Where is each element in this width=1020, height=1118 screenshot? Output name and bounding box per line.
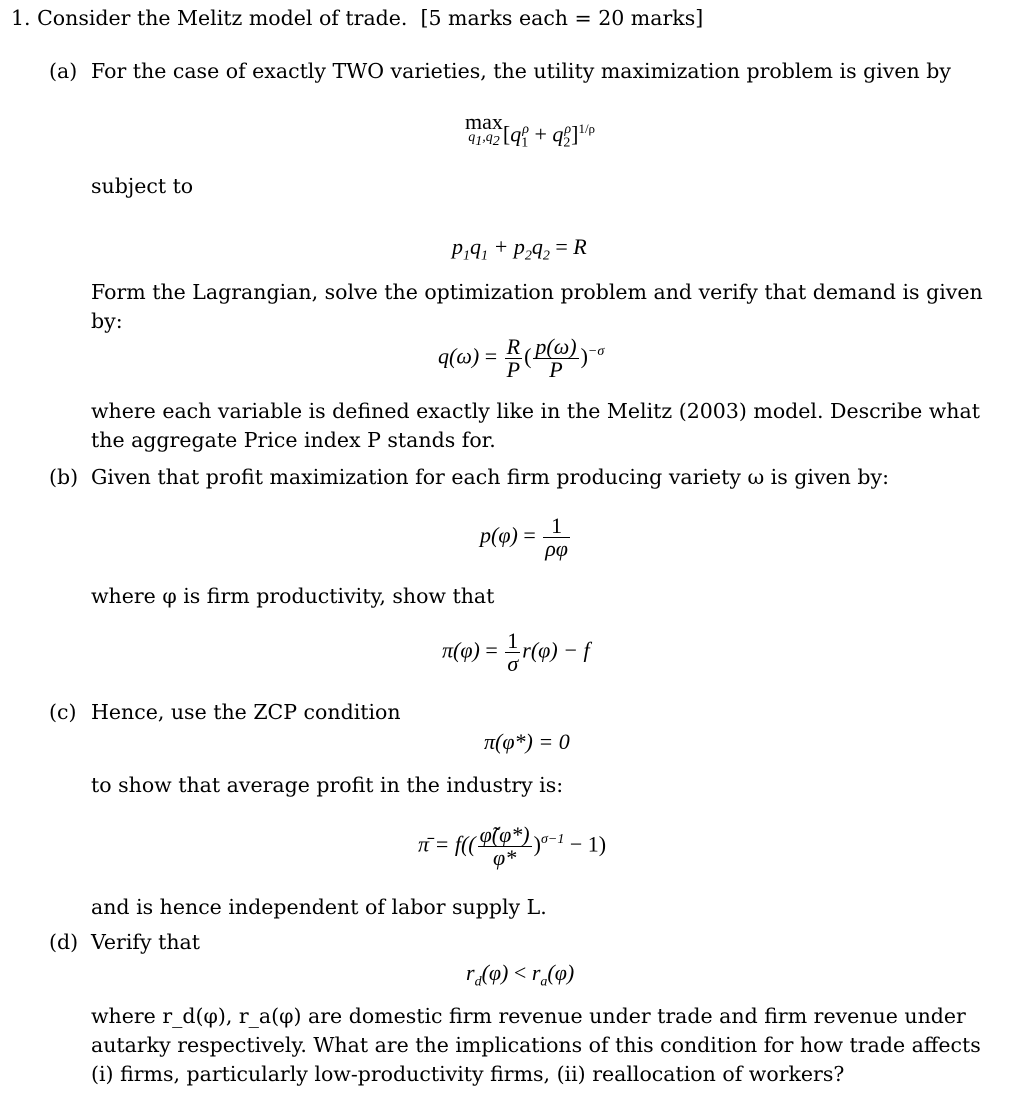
- independence-text: and is hence independent of labor supply L.: [91, 895, 547, 919]
- profit-equation: π(φ) = $\frac{1}{\sigma}$ r(φ) − f: [442, 628, 590, 676]
- price-equation: p(φ) = $\frac{1}{\rho\varphi}$: [480, 513, 568, 561]
- demand-equation: q(ω) = $\frac{R}{P}$ ( $\frac{p(\omega)}{P}$ )$^{-\sigma}$: [438, 334, 605, 382]
- question-header: [11, 4, 703, 33]
- subject-to: subject to: [91, 174, 194, 198]
- utility-max-equation: max $q_1,q_2$ $[q_1^\rho + q_2^\rho]^{1/\rho}$: [465, 109, 596, 151]
- part-c-label: (c): [49, 700, 77, 724]
- avg-profit-equation: π̄ = f(( $\frac{\varphĩ(\varphi*)}{\varphi*}$ )$^{\sigma-1}$ − 1): [418, 822, 607, 870]
- question-intro: Consider the Melitz model of trade.: [37, 6, 408, 30]
- part-c-text: Hence, use the ZCP condition: [91, 700, 401, 724]
- avg-profit-text: to show that average profit in the industry is:: [91, 773, 564, 797]
- part-a-label: (a): [49, 59, 78, 83]
- part-b-text: Given that profit maximization for each firm producing variety ω is given by:: [91, 465, 889, 489]
- max-subscript: $q_1,q_2$: [468, 130, 500, 149]
- max-operator: max: [465, 109, 503, 134]
- lagrangian-text: Form the Lagrangian, solve the optimization problem and verify that demand is given by:: [91, 280, 983, 333]
- revenue-text: where r_d(φ), r_a(φ) are domestic firm revenue under trade and firm revenue under autarky respectively. What are the implications of this condition for how trade affects (i) firms, particularly low-productivity firms, (ii) reallocation of workers?: [91, 1004, 981, 1086]
- question-number: 1.: [11, 6, 31, 30]
- revenue-inequality: $r_d(\varphi) < r_a(\varphi)$: [466, 960, 575, 990]
- definition-text: where each variable is defined exactly like in the Melitz (2003) model. Describe what the aggregate Price index P stands for.: [91, 399, 980, 452]
- part-d-text: Verify that: [91, 930, 200, 954]
- part-d-label: (d): [49, 930, 79, 954]
- zcp-equation: π(φ*) = 0: [484, 729, 570, 754]
- part-a-text: For the case of exactly TWO varieties, the utility maximization problem is given by: [91, 59, 951, 83]
- productivity-text: where φ is firm productivity, show that: [91, 584, 495, 608]
- question-marks: [5 marks each = 20 marks]: [420, 6, 704, 30]
- budget-constraint: $p_1q_1 + p_2q_2 = R$: [452, 234, 587, 264]
- part-b-label: (b): [49, 465, 79, 489]
